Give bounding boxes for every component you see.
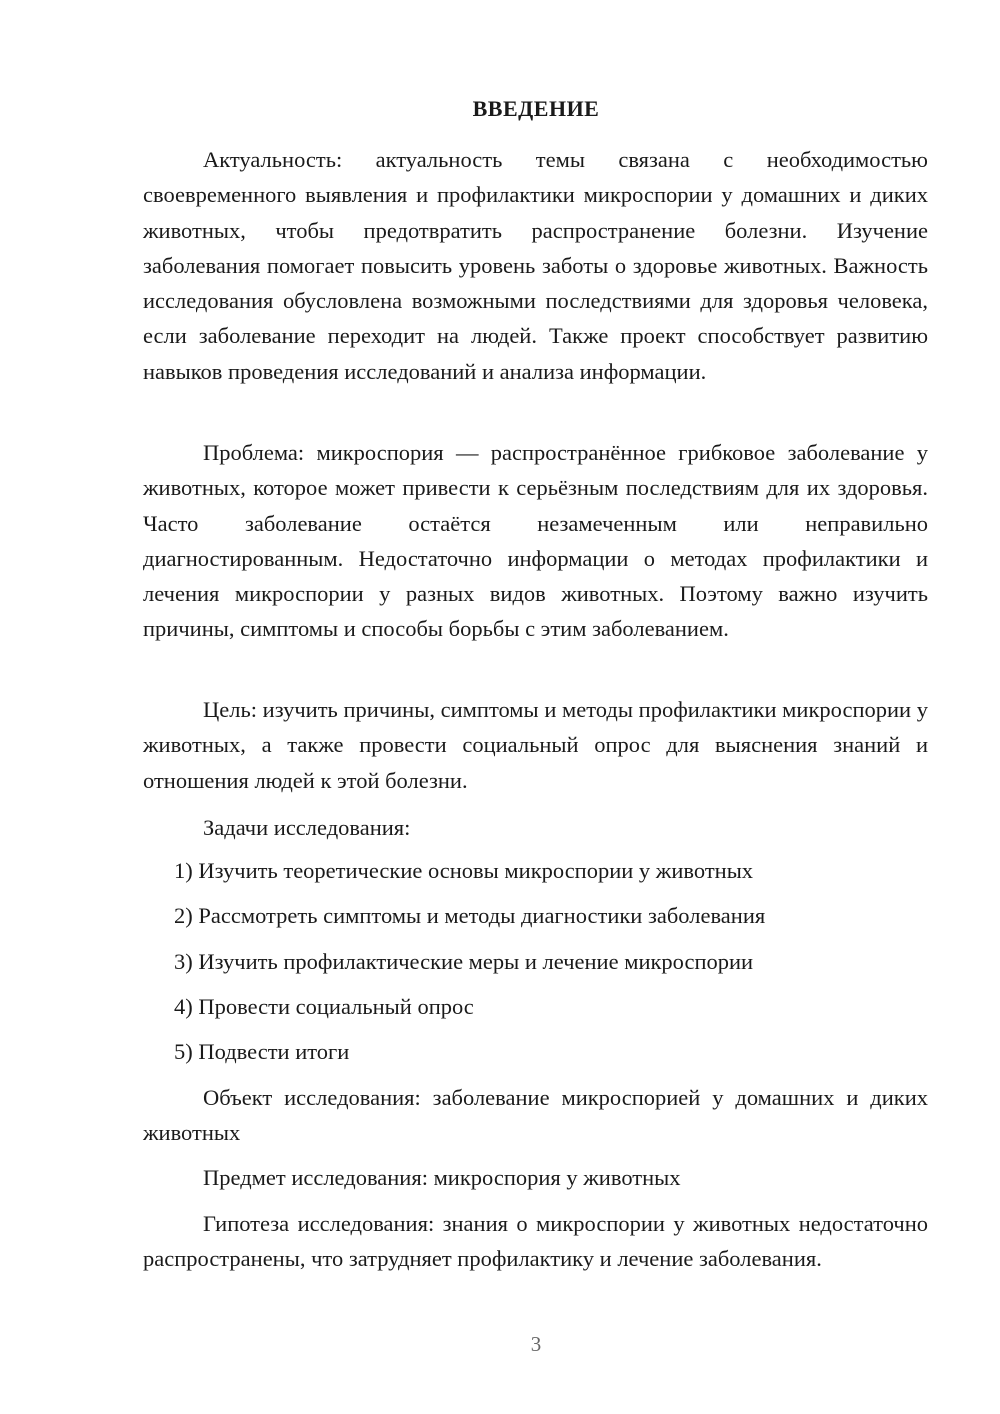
subject-paragraph: Предмет исследования: микроспория у животных: [203, 1165, 681, 1190]
problem-paragraph: Проблема: микроспория — распространённое грибковое заболевание у животных, которое может привести к серьёзным последствиям для их здоровья. Часто заболевание остаётся незамеченным или неправильно диагностированным. Недостаточно информации о методах профилактики и лечения микроспории у разных видов животных. Поэтому важно изучить причины, симптомы и способы борьбы с этим заболеванием.: [143, 440, 928, 642]
task-item-5: 5) Подвести итоги: [174, 1039, 350, 1064]
object-paragraph: Объект исследования: заболевание микроспорией у домашних и диких животных: [143, 1085, 928, 1146]
task-item-4: 4) Провести социальный опрос: [174, 994, 474, 1019]
relevance-paragraph: Актуальность: актуальность темы связана с необходимостью своевременного выявления и профилактики микроспории у домашних и диких животных, чтобы предотвратить распространение болезни. Изучение заболевания помогает повысить уровень заботы о здоровье животных. Важность исследования обусловлена возможными последствиями для здоровья человека, если заболевание переходит на людей. Также проект способствует развитию навыков проведения исследований и анализа информации.: [143, 147, 928, 384]
tasks-heading: Задачи исследования:: [203, 815, 411, 840]
task-item-3: 3) Изучить профилактические меры и лечение микроспории: [174, 949, 754, 974]
task-item-1: 1) Изучить теоретические основы микроспории у животных: [174, 858, 754, 883]
page-title: ВВЕДЕНИЕ: [472, 96, 600, 121]
goal-paragraph: Цель: изучить причины, симптомы и методы профилактики микроспории у животных, а также провести социальный опрос для выяснения знаний и отношения людей к этой болезни.: [143, 697, 928, 793]
task-item-2: 2) Рассмотреть симптомы и методы диагностики заболевания: [174, 903, 766, 928]
hypothesis-paragraph: Гипотеза исследования: знания о микроспории у животных недостаточно распространены, что затрудняет профилактику и лечение заболевания.: [143, 1211, 928, 1272]
page-number: 3: [530, 1332, 542, 1356]
